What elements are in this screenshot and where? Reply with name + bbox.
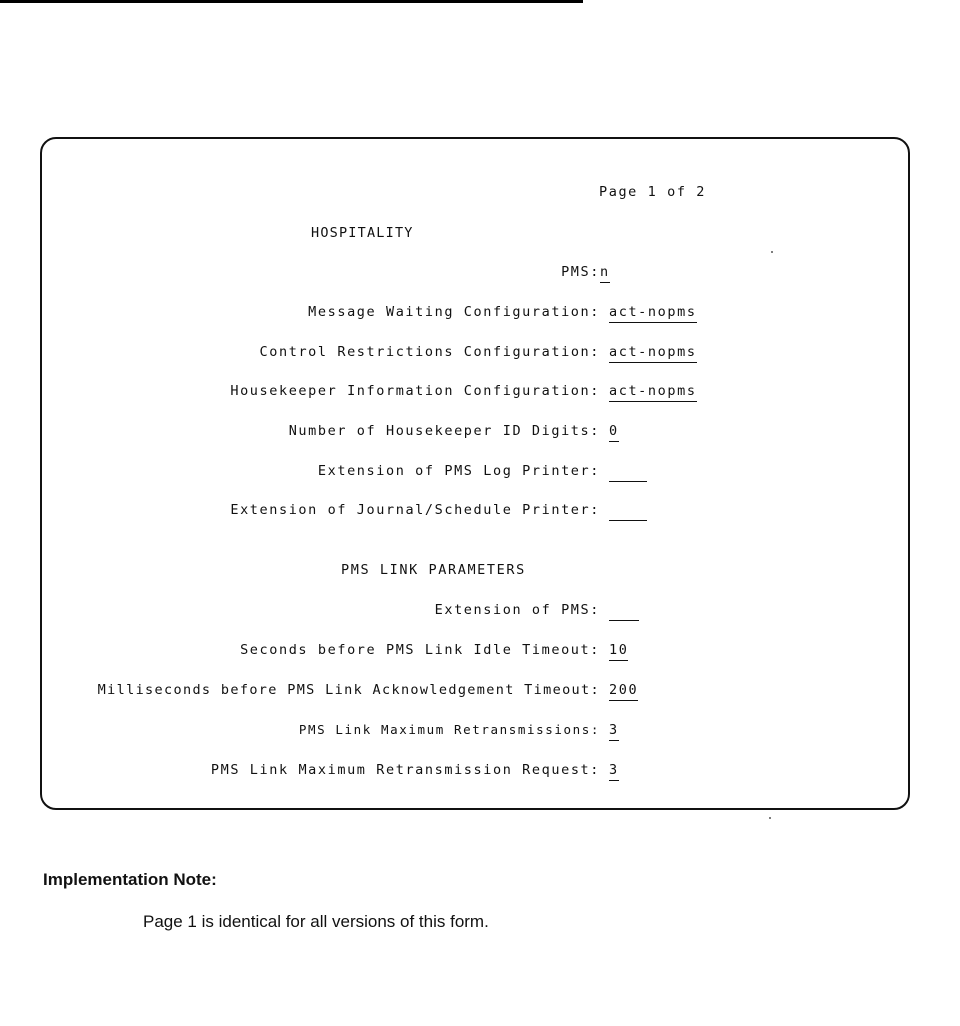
- field-value-pms[interactable]: n: [600, 264, 610, 283]
- field-row-control-restrictions: [0, 344, 960, 364]
- implementation-note-title: Implementation Note:: [43, 870, 217, 889]
- field-value-pms-log-printer[interactable]: [609, 463, 647, 482]
- field-value-housekeeper-info[interactable]: act-nopms: [609, 383, 697, 402]
- field-row-housekeeper-info: [0, 383, 960, 403]
- field-value-control-restrictions[interactable]: act-nopms: [609, 344, 697, 363]
- field-row-housekeeper-digits: [0, 423, 960, 443]
- field-label-housekeeper-digits: Number of Housekeeper ID Digits:: [288, 423, 600, 439]
- field-row-pms-log-printer: [0, 463, 960, 483]
- field-label-max-retransmissions: PMS Link Maximum Retransmissions:: [298, 722, 600, 737]
- field-value-max-retransmissions[interactable]: 3: [609, 722, 619, 741]
- page-indicator: Page 1 of 2: [599, 184, 707, 200]
- scan-speck: [771, 251, 773, 253]
- field-row-message-waiting: [0, 304, 960, 324]
- field-row-pms-extension: [0, 602, 960, 622]
- field-row-ack-timeout: [0, 682, 960, 702]
- field-label-idle-timeout: Seconds before PMS Link Idle Timeout:: [240, 642, 600, 658]
- field-row-max-retransmissions: [0, 722, 960, 742]
- section-heading-hospitality: HOSPITALITY: [311, 225, 414, 241]
- field-label-housekeeper-info: Housekeeper Information Configuration:: [230, 383, 600, 399]
- field-label-message-waiting: Message Waiting Configuration:: [308, 304, 600, 320]
- field-value-ack-timeout[interactable]: 200: [609, 682, 638, 701]
- field-row-max-retransmission-request: [0, 762, 960, 782]
- field-label-pms-log-printer: Extension of PMS Log Printer:: [317, 463, 600, 479]
- field-label-journal-printer: Extension of Journal/Schedule Printer:: [230, 502, 600, 518]
- field-row-idle-timeout: [0, 642, 960, 662]
- field-value-max-retransmission-request[interactable]: 3: [609, 762, 619, 781]
- top-rule: [0, 0, 583, 3]
- scan-speck: [769, 817, 771, 819]
- field-value-pms-extension[interactable]: [609, 602, 639, 621]
- field-label-pms-extension: Extension of PMS:: [434, 602, 600, 618]
- section-heading-pms-link: PMS LINK PARAMETERS: [341, 562, 526, 578]
- field-label-max-retransmission-request: PMS Link Maximum Retransmission Request:: [210, 762, 600, 778]
- field-value-housekeeper-digits[interactable]: 0: [609, 423, 619, 442]
- field-label-control-restrictions: Control Restrictions Configuration:: [259, 344, 600, 360]
- field-row-journal-printer: [0, 502, 960, 522]
- field-row-pms: [0, 264, 960, 284]
- field-value-message-waiting[interactable]: act-nopms: [609, 304, 697, 323]
- field-value-journal-printer[interactable]: [609, 502, 647, 521]
- field-label-ack-timeout: Milliseconds before PMS Link Acknowledgement Timeout:: [97, 682, 600, 698]
- field-value-idle-timeout[interactable]: 10: [609, 642, 628, 661]
- field-label-pms: PMS:: [561, 264, 600, 280]
- implementation-note-text: Page 1 is identical for all versions of this form.: [143, 912, 489, 931]
